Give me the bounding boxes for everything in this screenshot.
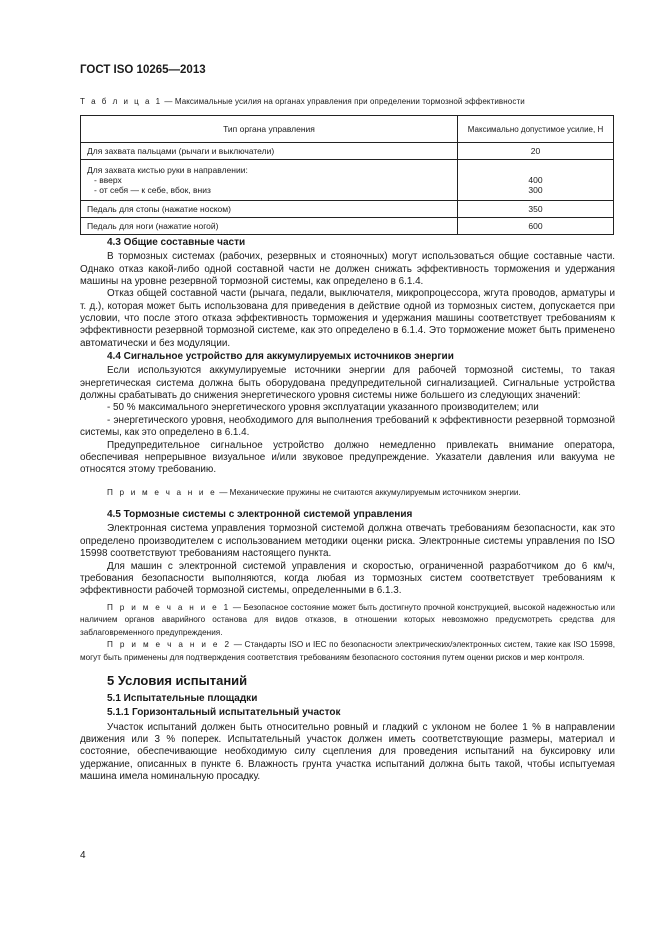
paragraph: Отказ общей составной части (рычага, педали, выключателя, микропроцессора, жгута проводов, арматуры и т. д.), которая может быть использована для приведения в действие одной из тормозных систем, допускается при условии, что после этого отказа эффективность торможения и удержания машины соответствует требованиям к эффективности резервной тормозной системе, как это определено в 6.1.4. Это торможение может быть применено автоматически и без модуляции.	[80, 288, 615, 349]
section-5-1-title: 5.1 Испытательные площадки	[107, 692, 258, 704]
paragraph: Если используются аккумулируемые источники энергии для рабочей тормозной системы, то такая энергетическая система должна быть оборудована предупредительной сигнализацией. Сигнальные устройства должны срабатывать до снижения энергетического уровня системы ниже большего из следующих значений:	[80, 365, 615, 402]
section-4-3-title: 4.3 Общие составные части	[107, 237, 246, 248]
note	[80, 602, 615, 640]
note-text: — Стандарты ISO и IEC по безопасности электрических/электронных систем, такие как ISO 15998, могут быть применены для подтверждения соответствия требованиям безопасного состояния путем оценки рисков и мер контроля.	[80, 640, 615, 662]
row-value	[458, 160, 614, 201]
paragraph: В тормозных системах (рабочих, резервных и стояночных) могут использоваться общие составные части. Однако отказ какой-либо одной составной части не должен снижать эффективность торможения и удержания машины на уровне резервной тормозной системы, как определено в 6.1.4.	[80, 251, 615, 288]
document-header: ГОСТ ISO 10265—2013	[80, 64, 206, 76]
section-5-title: 5 Условия испытаний	[107, 672, 248, 688]
table-caption	[80, 97, 525, 106]
table-caption-text: — Максимальные усилия на органах управления при определении тормозной эффективности	[162, 97, 525, 106]
table-row	[81, 201, 614, 218]
row-name: Педаль для стопы (нажатие носком)	[81, 201, 458, 218]
note	[80, 639, 615, 664]
row-value: 20	[458, 143, 614, 160]
section-5-1-1-title: 5.1.1 Горизонтальный испытательный участок	[107, 707, 341, 719]
paragraph: Предупредительное сигнальное устройство должно немедленно привлекать внимание оператора, обеспечивая непрерывное визуальное и/или звуковое предупреждение. Указатели давления или вакуума не относятся этому требованию.	[80, 439, 615, 476]
note-label: П р и м е ч а н и е 2	[107, 640, 232, 650]
list-item: - энергетического уровня, необходимого для выполнения требований к эффективности резервной тормозной системы, как это определено в 6.1.4.	[80, 414, 615, 439]
table-caption-label: Т а б л и ц а 1	[80, 97, 163, 106]
note	[80, 487, 615, 500]
paragraph: Для машин с электронной системой управления и скоростью, ограниченной разработчиком до 6 км/ч, требования безопасности выполняются, когда любая из тормозных систем соответствует требованиям к эффективности рабочей тормозной системы, определенными в 6.1.3.	[80, 560, 615, 597]
note-label: П р и м е ч а н и е 1	[107, 602, 231, 612]
note-text: — Механические пружины не считаются аккумулируемым источником энергии.	[216, 487, 521, 497]
row-name: Для захвата пальцами (рычаги и выключатели)	[81, 143, 458, 160]
row-value: 350	[458, 201, 614, 218]
row-value-up: 400	[528, 175, 543, 185]
table-row	[81, 218, 614, 235]
table-header-row	[81, 116, 614, 143]
row-name-main: Для захвата кистью руки в направлении:	[87, 165, 248, 175]
note-text: — Безопасное состояние может быть достигнуто прочной конструкцией, высокой надежностью или наличием органов аварийного останова для видов отказов, в отношении которых невозможно предусмотреть средства для заблаговременного предупреждения.	[80, 602, 615, 637]
body-text	[80, 236, 615, 783]
row-value: 600	[458, 218, 614, 235]
paragraph: Электронная система управления тормозной системой должна отвечать требованиям безопасности, как это определено производителем с использованием методики оценки риска. Электронные системы управления по ISO 15998 соответствуют требованиям настоящего пункта.	[80, 523, 615, 560]
control-force-table	[80, 115, 614, 235]
page-number: 4	[80, 850, 86, 861]
row-name: Педаль для ноги (нажатие ногой)	[81, 218, 458, 235]
section-4-5-title: 4.5 Тормозные системы с электронной системой управления	[107, 509, 413, 521]
column-header-max-force: Максимально допустимое усилие, Н	[458, 116, 614, 143]
row-sub-up: - вверх	[94, 175, 122, 185]
section-4-4-title: 4.4 Сигнальное устройство для аккумулируемых источников энергии	[107, 351, 454, 363]
row-value-other: 300	[528, 185, 543, 195]
table-row	[81, 160, 614, 201]
row-name	[81, 160, 458, 201]
paragraph: Участок испытаний должен быть относительно ровный и гладкий с уклоном не более 1 % в направлении движения или 3 % поперек. Испытательный участок должен иметь соответствующие размеры, материал и состояние, обеспечивающие необходимую силу сцепления для проведения испытаний на буксировку или удержание, описанных в пункте 6. Влажность грунта участка испытаний должна быть такой, чтобы испытуемая машина имела номинальную просадку.	[80, 721, 615, 782]
column-header-control-type: Тип органа управления	[81, 116, 458, 143]
row-sub-other: - от себя — к себе, вбок, вниз	[94, 185, 211, 195]
note-label: П р и м е ч а н и е	[107, 487, 217, 497]
table-row	[81, 143, 614, 160]
list-item: - 50 % максимального энергетического уровня эксплуатации указанного производителем; или	[107, 402, 539, 414]
